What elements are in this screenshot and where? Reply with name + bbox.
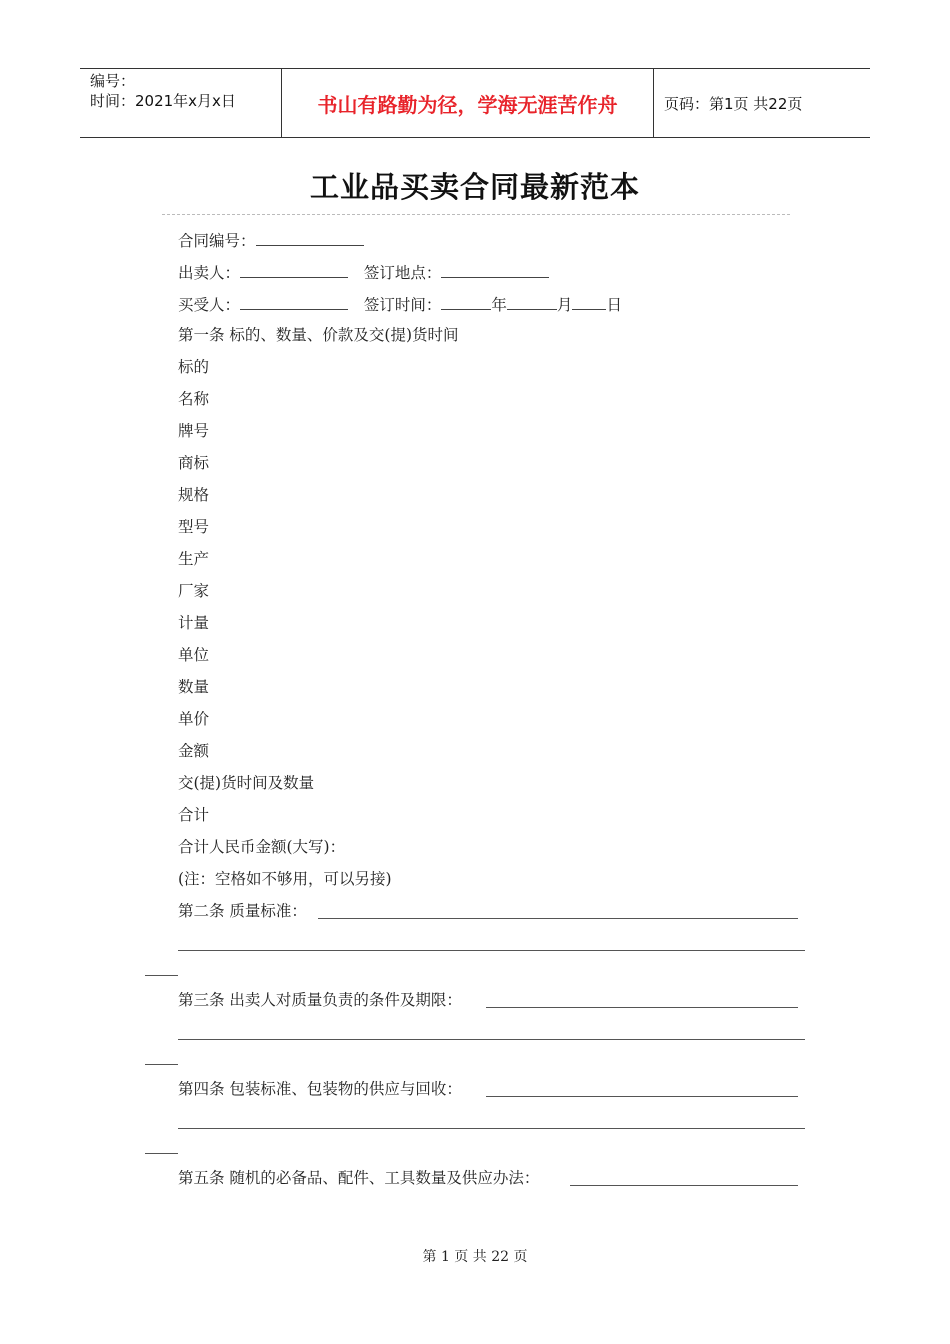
buyer-label: 买受人： <box>178 296 241 314</box>
page-footer: 第 1 页 共 22 页 <box>422 1249 528 1265</box>
table-item: 合计 <box>178 806 210 824</box>
seller-blank[interactable] <box>240 261 348 278</box>
header-meta <box>80 69 282 137</box>
article-3-blank-tail[interactable] <box>145 1064 178 1065</box>
document-title: 工业品买卖合同最新范本 <box>309 170 640 204</box>
contract-number-blank[interactable] <box>256 229 364 246</box>
sign-place-label: 签订地点： <box>363 264 442 282</box>
article-2-blank-line[interactable] <box>178 950 805 951</box>
document-number-label: 编号： <box>90 72 136 90</box>
table-item: 金额 <box>178 742 210 760</box>
title-divider <box>162 214 790 215</box>
buyer-blank[interactable] <box>240 293 348 310</box>
total-rmb-line: 合计人民币金额(大写)： <box>178 838 346 856</box>
page-header <box>80 68 870 138</box>
table-item: 标的 <box>178 358 210 376</box>
article-2-blank[interactable] <box>318 918 798 919</box>
article-4: 第四条 包装标准、包装物的供应与回收： <box>178 1080 462 1098</box>
header-page-info: 页码：第1页 共22页 <box>664 94 803 113</box>
article-4-blank-tail[interactable] <box>145 1153 178 1154</box>
article-3-blank-line[interactable] <box>178 1039 805 1040</box>
article-3-blank[interactable] <box>486 1007 798 1008</box>
contract-number-line <box>178 229 364 251</box>
article-4-blank-line[interactable] <box>178 1128 805 1129</box>
table-item: 规格 <box>178 486 210 504</box>
buyer-line <box>178 293 622 315</box>
seller-line <box>178 261 549 283</box>
day-label: 日 <box>606 296 622 314</box>
document-date: 时间：2021年x月x日 <box>90 92 236 110</box>
article-2-blank-tail[interactable] <box>145 975 178 976</box>
header-motto: 书山有路勤为径，学海无涯苦作舟 <box>282 69 654 137</box>
article-3: 第三条 出卖人对质量负责的条件及期限： <box>178 991 462 1009</box>
article-1: 第一条 标的、数量、价款及交(提)货时间 <box>178 326 459 344</box>
day-blank[interactable] <box>572 293 606 310</box>
sign-place-blank[interactable] <box>441 261 549 278</box>
sign-time-label: 签订时间： <box>363 296 442 314</box>
table-item: 牌号 <box>178 422 210 440</box>
year-blank[interactable] <box>441 293 491 310</box>
table-item: 生产 <box>178 550 210 568</box>
seller-label: 出卖人： <box>178 264 241 282</box>
table-item: 型号 <box>178 518 210 536</box>
table-item: 计量 <box>178 614 210 632</box>
table-item: 商标 <box>178 454 210 472</box>
year-label: 年 <box>491 296 507 314</box>
article-5: 第五条 随机的必备品、配件、工具数量及供应办法： <box>178 1169 540 1187</box>
contract-number-label: 合同编号： <box>178 232 256 250</box>
table-item: 单价 <box>178 710 210 728</box>
table-item: 交(提)货时间及数量 <box>178 774 315 792</box>
note-line: (注：空格如不够用，可以另接) <box>178 870 392 888</box>
table-item: 单位 <box>178 646 210 664</box>
article-2: 第二条 质量标准： <box>178 902 307 920</box>
table-item: 数量 <box>178 678 210 696</box>
table-item: 名称 <box>178 390 210 408</box>
table-item: 厂家 <box>178 582 210 600</box>
article-5-blank[interactable] <box>570 1185 798 1186</box>
article-4-blank[interactable] <box>486 1096 798 1097</box>
month-label: 月 <box>556 296 573 314</box>
month-blank[interactable] <box>507 293 557 310</box>
